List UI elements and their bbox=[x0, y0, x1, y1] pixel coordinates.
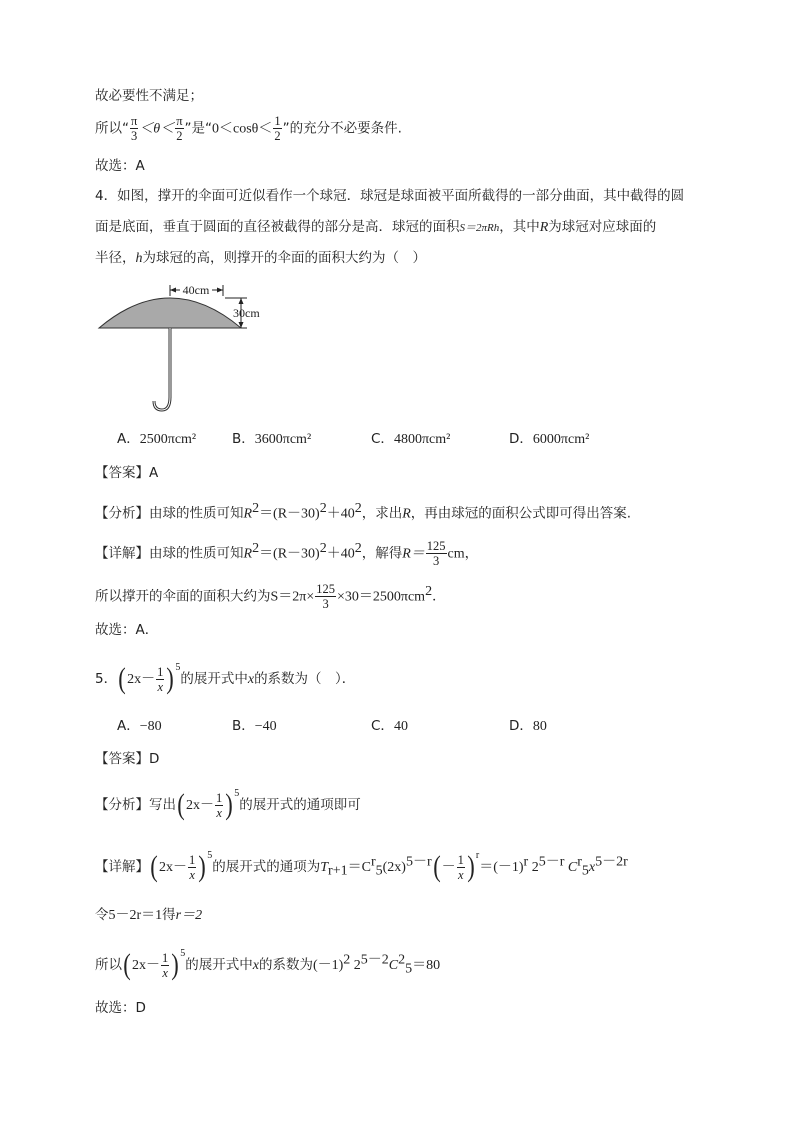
umbrella-figure bbox=[95, 280, 285, 415]
q4-option-a[interactable]: A．2500πcm² bbox=[117, 431, 197, 447]
formula-S: S＝2πRh bbox=[459, 222, 500, 234]
q4-option-d[interactable]: D．6000πcm² bbox=[509, 431, 590, 447]
q4-answer: 【答案】A bbox=[95, 465, 159, 481]
frac-1-x-c: $\frac{1}{x}$ bbox=[189, 852, 196, 882]
q5-option-d[interactable]: D．80 bbox=[509, 718, 547, 734]
text-select-a: 故选：A bbox=[95, 158, 145, 174]
frac-pi-3: $\frac{\pi}{3}$ bbox=[131, 114, 138, 143]
label-30cm: 30cm bbox=[233, 306, 260, 320]
text-is: ”是“ bbox=[184, 120, 213, 137]
text-prefix: 所以“ bbox=[95, 120, 129, 137]
text-conclusion bbox=[95, 114, 402, 143]
q5-option-b[interactable]: B．−40 bbox=[232, 718, 277, 734]
q4-stem-text5: 为球冠的高，则撑开的伞面的面积大约为（ ） bbox=[142, 250, 426, 266]
theta-ineq: ＜θ＜ bbox=[139, 121, 175, 137]
q4-select: 故选：A． bbox=[95, 622, 159, 638]
q5-answer: 【答案】D bbox=[95, 751, 160, 767]
q5-stem: 5．(2x－ $\frac{1}{x}$ )$^5$的展开式中x的系数为（ ）． bbox=[95, 662, 356, 695]
q4-analysis: 【分析】由球的性质可知$R^2=(R-30)^2+40^2$，求出R，再由球冠的面积公式即可得出答案. bbox=[95, 501, 632, 522]
var-R: R bbox=[539, 220, 549, 235]
q4-stem-line3 bbox=[95, 248, 426, 269]
frac-pi-2: $\frac{\pi}{2}$ bbox=[176, 114, 183, 143]
q5-detail: 【详解】(2x－ $\frac{1}{x}$ )$^5$的展开式的通项为$T_{r+1}=C^r_5(2x)^{5-r}(-$ $\frac{1}{x}$ )$^r=(-1)^r$ $2^{5-r}$ $C^r_5x^{5-2r}$ bbox=[95, 850, 628, 883]
q4-stem-text: 面是底面，垂直于圆面的直径被截得的部分是高．球冠的面积 bbox=[95, 219, 460, 235]
frac-1-x-b: $\frac{1}{x}$ bbox=[216, 790, 223, 820]
frac-1-x-d: $\frac{1}{x}$ bbox=[457, 852, 464, 882]
q4-stem-line2 bbox=[95, 217, 656, 238]
q4-stem-line1: 4．如图，撑开的伞面可近似看作一个球冠．球冠是球面被平面所截得的一部分曲面，其中截得的圆 bbox=[95, 188, 685, 204]
cos-ineq: 0＜cosθ＜ bbox=[212, 121, 273, 137]
q5-let: 令5－2r＝1得r＝2 bbox=[95, 907, 203, 923]
q4-stem-text3: 为球冠对应球面的 bbox=[548, 219, 657, 235]
q5-analysis: 【分析】写出(2x－ $\frac{1}{x}$ )$^5$的展开式的通项即可 bbox=[95, 788, 361, 821]
q5-select: 故选：D bbox=[95, 1000, 146, 1016]
label-40cm: 40cm bbox=[182, 283, 210, 297]
q5-coefficient: 所以(2x－ $\frac{1}{x}$ )$^5$的展开式中x的系数为$(-1)^2$ $2^{5-2}C^2_5=80$ bbox=[95, 948, 441, 981]
q5-option-a[interactable]: A．−80 bbox=[117, 718, 162, 734]
text-necessity: 故必要性不满足； bbox=[95, 88, 203, 104]
q4-option-b[interactable]: B．3600πcm² bbox=[232, 431, 312, 447]
frac-125-3: $\frac{125}{3}$ bbox=[426, 539, 446, 568]
frac-1-x: $\frac{1}{x}$ bbox=[157, 664, 164, 694]
frac-1-x-e: $\frac{1}{x}$ bbox=[162, 950, 169, 980]
frac-125-3-b: $\frac{125}{3}$ bbox=[316, 582, 335, 611]
q5-option-c[interactable]: C．40 bbox=[371, 718, 408, 734]
q4-detail: 【详解】由球的性质可知$R^2=(R-30)^2+40^2$，解得R＝ $\frac{125}{3}$ cm， bbox=[95, 539, 479, 568]
q4-option-c[interactable]: C．4800πcm² bbox=[371, 431, 451, 447]
var-h: h bbox=[135, 251, 143, 266]
q4-stem-text4: 半径， bbox=[95, 250, 136, 266]
q4-stem-text2: ，其中 bbox=[499, 219, 540, 235]
frac-1-2: $\frac{1}{2}$ bbox=[274, 114, 281, 143]
umbrella-canopy bbox=[99, 298, 241, 328]
q4-detail-area: 所以撑开的伞面的面积大约为S＝2π× $\frac{125}{3}$ ×30＝2500πcm$^2$． bbox=[95, 582, 446, 611]
text-suffix: ”的充分不必要条件. bbox=[282, 120, 402, 137]
